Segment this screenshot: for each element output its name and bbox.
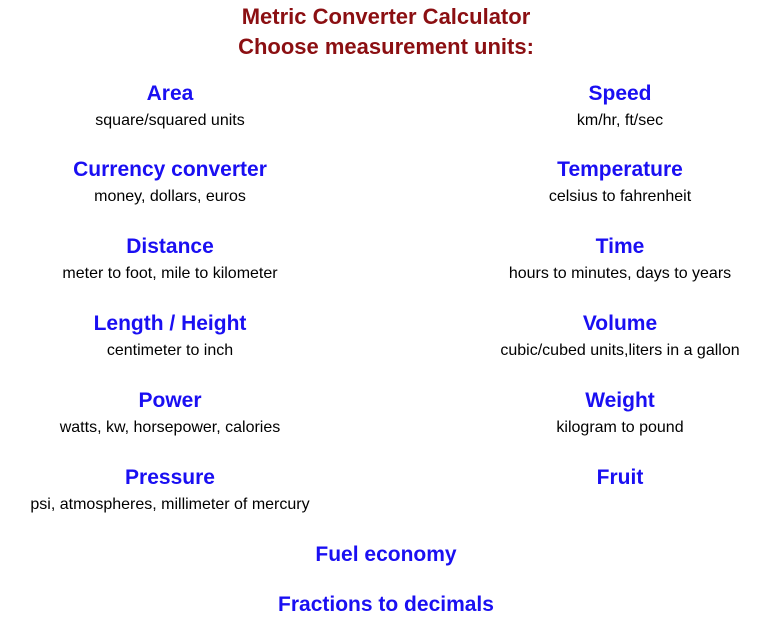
distance-description: meter to foot, mile to kilometer xyxy=(62,265,278,282)
power-description: watts, kw, horsepower, calories xyxy=(59,419,281,436)
unit-fractions-decimals xyxy=(0,593,772,617)
weight-link[interactable]: Weight xyxy=(585,389,655,412)
unit-volume xyxy=(470,312,770,361)
unit-speed xyxy=(470,82,770,131)
currency-description: money, dollars, euros xyxy=(94,188,246,205)
unit-power xyxy=(0,389,340,438)
volume-description: cubic/cubed units,liters in a gallon xyxy=(500,342,740,359)
page-subtitle: Choose measurement units: xyxy=(238,34,534,59)
unit-temperature xyxy=(470,158,770,207)
weight-description: kilogram to pound xyxy=(556,419,684,436)
fuel-economy-link[interactable]: Fuel economy xyxy=(315,543,457,566)
time-description: hours to minutes, days to years xyxy=(508,265,732,282)
unit-fruit xyxy=(470,466,770,490)
temperature-link[interactable]: Temperature xyxy=(557,158,683,181)
currency-converter-link[interactable]: Currency converter xyxy=(73,158,267,181)
unit-weight xyxy=(470,389,770,438)
unit-fuel-economy xyxy=(0,543,772,567)
time-link[interactable]: Time xyxy=(595,235,645,258)
distance-link[interactable]: Distance xyxy=(126,235,214,258)
fruit-link[interactable]: Fruit xyxy=(596,466,644,489)
volume-link[interactable]: Volume xyxy=(582,312,658,335)
pressure-link[interactable]: Pressure xyxy=(125,466,215,489)
unit-distance xyxy=(0,235,340,284)
unit-currency xyxy=(0,158,340,207)
page-title: Metric Converter Calculator xyxy=(241,4,531,29)
pressure-description: psi, atmospheres, millimeter of mercury xyxy=(30,496,310,513)
speed-description: km/hr, ft/sec xyxy=(576,112,664,129)
fractions-to-decimals-link[interactable]: Fractions to decimals xyxy=(278,593,494,616)
unit-pressure xyxy=(0,466,340,515)
temperature-description: celsius to fahrenheit xyxy=(548,188,692,205)
power-link[interactable]: Power xyxy=(138,389,202,412)
length-height-description: centimeter to inch xyxy=(106,342,234,359)
unit-area xyxy=(0,82,340,131)
unit-length-height xyxy=(0,312,340,361)
unit-time xyxy=(470,235,770,284)
area-link[interactable]: Area xyxy=(146,82,194,105)
speed-link[interactable]: Speed xyxy=(588,82,652,105)
length-height-link[interactable]: Length / Height xyxy=(93,312,247,335)
area-description: square/squared units xyxy=(95,112,245,129)
